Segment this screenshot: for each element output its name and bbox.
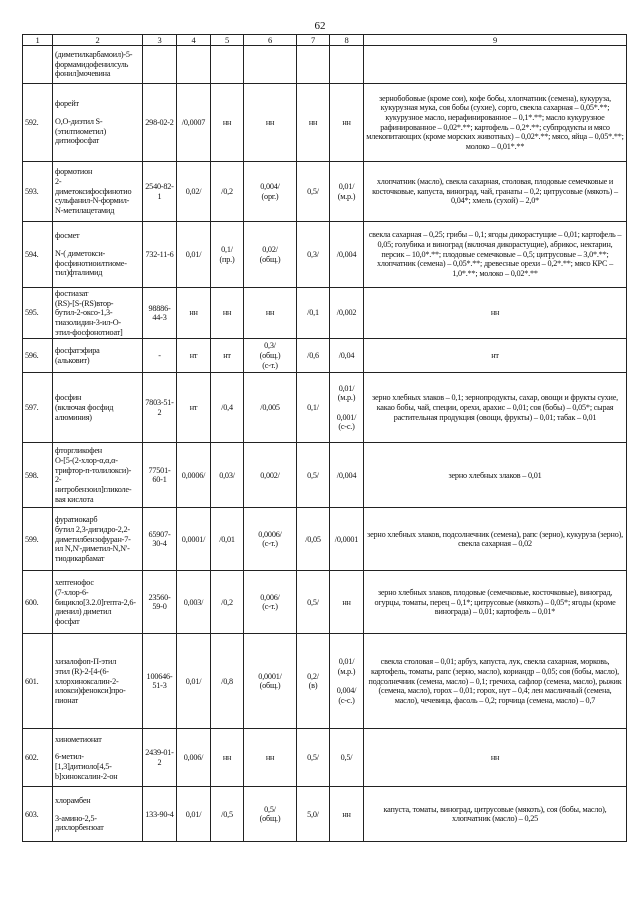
value-c8 [330,46,364,84]
row-number [23,46,53,84]
cell-text: нт [189,403,198,413]
cell-text: 298-02-2 [145,117,174,127]
value-c4 [177,222,211,288]
table-row [23,373,627,443]
cell-text: 0,0006/ [181,470,206,480]
cell-text: нн [265,753,275,763]
name-line: N-( диметокси- [55,248,106,258]
value-c4 [177,729,211,787]
name-line: тиодикарбамат [55,553,105,563]
name-gap [55,241,140,249]
value-c7 [297,508,330,571]
cell-text: 0,5/ [340,753,353,763]
name-gap [55,744,140,752]
cell-text: 0,0001/ [181,534,206,544]
cell-text: 0,002/ [260,470,280,480]
cas-number [143,634,177,729]
name-line: N-метилацетамид [55,206,115,216]
cell-text: 7803-51-2 [145,398,174,417]
name-line: фуратиокарб [55,515,98,525]
cell-text: 0,03/ [219,470,235,480]
name-line: О-[5-(2-хлор-α,α,α- [55,456,118,466]
name-line: фторгликофен [55,446,102,456]
value-c6 [244,729,297,787]
row-number: 595. [23,288,53,339]
cell-text: 0,01/ [185,249,202,259]
cell-text: /0,0007 [181,117,206,127]
table-row [23,162,627,222]
name-line: диметоксифосфинотио [55,186,132,196]
products-limits: капуста, томаты, виноград, цитрусовые (мякоть), соя (бобы, масло), хлопчатник (масло) – 0,25 [364,787,627,842]
cell-text: 0,01/ (м.р.) [337,181,356,201]
cas-number [143,288,177,339]
column-header: 5 [211,35,244,46]
value-c8 [330,508,364,571]
cell-text: /0,1 [307,308,319,318]
cell-text: 0,3/ [307,249,319,259]
substance-name [53,508,143,571]
name-line: пионат [55,695,79,705]
row-number: 600. [23,571,53,634]
products-limits: нн [364,729,627,787]
column-header: 8 [330,35,364,46]
value-c4 [177,162,211,222]
name-line: фосфин [55,393,82,403]
cas-number [143,373,177,443]
value-c5 [211,443,244,508]
products-limits: свекла сахарная – 0,25; грибы – 0,1; ягоды дикорастущие – 0,01; картофель – 0,05; голубика и виноград (включая дикорастущие), абрикос, нектарин, персик – 10,0*.**; плодовые семечковые – 0,5; цитрусовые – 3,0*.**; хлопчатник (семена) – 0,05*.**; древесные орехи – 0,2*.**; мясо КРС – 1,0*.**; молоко – 0,02*.** [364,222,627,288]
cas-number [143,84,177,162]
value-c4 [177,288,211,339]
cell-text: нт [223,351,231,361]
value-c6 [244,373,297,443]
value-c5 [211,508,244,571]
table-row [23,84,627,162]
cell-text: /0,0001 [334,534,359,544]
cell-text: 0,1/ [307,403,319,413]
value-c7 [297,373,330,443]
value-c6 [244,222,297,288]
row-number: 602. [23,729,53,787]
cell-text: /0,8 [221,676,233,686]
value-c6 [244,46,297,84]
cell-text: 2540-82-1 [145,181,174,201]
cell-text: 0,01/ [185,809,202,819]
value-c7 [297,222,330,288]
cell-text: - [158,351,161,361]
name-line: илокси)фенокси]про- [55,686,126,696]
value-c5 [211,571,244,634]
name-line: трифтор-п-толилокси)- [55,465,132,475]
value-c4 [177,373,211,443]
name-line: 3-амино-2,5- [55,813,97,823]
value-c5 [211,373,244,443]
name-line: диметилбензофуран-7- [55,534,131,544]
cell-text: 133-90-4 [145,809,174,819]
cell-text: 2439-01-2 [145,748,174,767]
name-line: этил-фосфонотиоат] [55,327,123,337]
value-c7 [297,787,330,842]
cell-text: 0,0006/ (с-т.) [258,529,282,549]
substance-name [53,46,143,84]
cell-text: 23560-59-0 [148,592,171,612]
value-c5 [211,729,244,787]
name-gap [55,806,140,814]
cas-number [143,162,177,222]
substance-name [53,634,143,729]
cell-text: нн [342,809,351,819]
name-line: дихлорбензоат [55,823,104,833]
substance-name [53,162,143,222]
name-line: сульфанил-N-формил- [55,196,130,206]
name-line: 2- [55,475,62,485]
cell-text: нн [222,753,232,763]
page-number: 62 [314,20,326,32]
name-line: фостиазат [55,289,89,299]
substance-name [53,84,143,162]
name-line: b]хиноксалин-2-он [55,771,118,781]
cell-text: 0,0001/ (общ.) [258,671,282,691]
table-row [23,222,627,288]
cell-text: 732-11-6 [145,249,174,259]
name-line: форейт [55,99,79,109]
substance-name [53,288,143,339]
value-c4 [177,84,211,162]
products-limits: хлопчатник (масло), свекла сахарная, столовая, плодовые семечковые и косточковые, капуста, виноград, чай, гранаты – 0,2; цитрусовые (мякоть) – 0,04*; хмель (сухой) – 2,0* [364,162,627,222]
cell-text: 0,2/ (в) [307,671,319,691]
table-row [23,729,627,787]
cas-number [143,222,177,288]
cas-number [143,443,177,508]
column-header: 4 [177,35,211,46]
table-body [23,46,627,842]
cas-number [143,571,177,634]
value-c8 [330,787,364,842]
cell-text: нн [265,308,275,318]
cell-text: нн [222,308,232,318]
cell-text: 77501-60-1 [148,465,171,485]
name-line: тил)фталимид [55,268,103,278]
value-c7 [297,162,330,222]
products-limits: свекла столовая – 0,01; арбуз, капуста, лук, свекла сахарная, морковь, картофель, томаты, рапс (зерно, масло), кориандр – 0,05; соя (бобы, масло), подсолнечник (семена, масло) – 0,1; гречиха, сафлор (семена, масло), рыжик (семена, масло), горох – 0,01; горох, нут – 0,4; лен масличный (семена, масло), чечевица, фасоль – 0,2; горчица (семена, масло) – 0,7 [364,634,627,729]
value-c5 [211,288,244,339]
value-c8 [330,339,364,373]
cell-text: 0,5/ [307,186,319,196]
cell-text: /0,005 [260,403,280,413]
name-line: диенил) диметил [55,607,112,617]
cell-text: 0,5/ [307,470,319,480]
name-line: (альковит) [55,355,90,365]
value-c8 [330,443,364,508]
value-c7 [297,339,330,373]
cell-text: /0,002 [336,308,357,318]
products-limits: зерно хлебных злаков, подсолнечник (семена), рапс (зерно), кукуруза (зерно), свекла сахарная – 0,02 [364,508,627,571]
cell-text: 0,3/ (общ.) (с-т.) [259,341,281,370]
cell-text: 0,01/ [185,676,202,686]
products-limits: зерно хлебных злаков – 0,01 [364,443,627,508]
value-c4 [177,634,211,729]
row-number: 601. [23,634,53,729]
cas-number [143,46,177,84]
name-line: хептенофос [55,578,94,588]
value-c5 [211,339,244,373]
value-c4 [177,787,211,842]
cell-text: /0,05 [305,534,321,544]
products-limits: зерно хлебных злаков, плодовые (семечковые, косточковые), виноград, огурцы, томаты, перец – 0,1*; цитрусовые (мякоть) – 0,05*; ягоды (кроме винограда) – 0,01; картофель – 0,01* [364,571,627,634]
products-limits [364,46,627,84]
name-line: формамидофенилсуль [55,59,129,69]
value-c5 [211,162,244,222]
name-line: фосфат [55,616,80,626]
value-c8 [330,288,364,339]
value-c6 [244,787,297,842]
name-line: формотион [55,167,93,177]
column-header: 6 [244,35,297,46]
value-c7 [297,288,330,339]
table-row [23,508,627,571]
products-limits: зернобобовые (кроме сои), кофе бобы, хлопчатник (семена), кукуруза, кукурузная мука, соя бобы (сухие), сорго, свекла сахарная – 0,05*.**; кукурузное масло, нерафинированное – 0,1*.**; масло кукурузное рафинированное – 0,02*.**; картофель – 0,2*.**; субпродукты и мясо млекопитающих (кроме морских животных) – 0,02*.**; мясо, яйца – 0,05*.**; молоко – 0,01*.** [364,84,627,162]
cas-number [143,729,177,787]
name-line: фонил]мочевина [55,69,111,79]
cell-text: 0,01/ (м.р.) 0,001/ (с-с.) [336,383,357,432]
value-c8 [330,634,364,729]
column-header: 7 [297,35,330,46]
name-line: хизалофоп-П-этил [55,657,117,667]
value-c8 [330,222,364,288]
row-number: 593. [23,162,53,222]
table-row [23,46,627,84]
cell-text: 5,0/ [307,809,319,819]
name-line: (7-хлор-6- [55,587,89,597]
name-line: 6-метил- [55,752,84,762]
cas-number [143,787,177,842]
value-c7 [297,46,330,84]
value-c6 [244,634,297,729]
value-c6 [244,339,297,373]
cell-text: /0,004 [336,249,357,259]
substance-name [53,443,143,508]
table-row [23,339,627,373]
value-c5 [211,634,244,729]
value-c5 [211,84,244,162]
row-number: 596. [23,339,53,373]
name-line: фосфатэфира [55,346,100,356]
cas-number [143,339,177,373]
value-c4 [177,339,211,373]
cell-text: /0,01 [219,534,235,544]
table-row [23,634,627,729]
cell-text: 0,1/ (пр.) [219,244,235,264]
value-c8 [330,571,364,634]
cell-text: 0,006/ [183,753,204,763]
cell-text: нн [342,597,351,607]
cell-text: нт [189,351,198,361]
cell-text: 65907-30-4 [148,529,171,549]
name-line: нитробензоил]гликоле- [55,485,132,495]
column-header: 2 [53,35,143,46]
value-c6 [244,288,297,339]
name-line: тиазолидин-3-ил-О- [55,318,121,328]
row-number: 592. [23,84,53,162]
value-c6 [244,571,297,634]
cell-text: 0,5/ [307,597,319,607]
cell-text: /0,04 [338,351,355,361]
cell-text: /0,2 [221,186,233,196]
cell-text: нн [189,308,198,318]
products-limits: нн [364,288,627,339]
value-c6 [244,162,297,222]
table-row [23,288,627,339]
value-c6 [244,84,297,162]
name-line: [1,3]дитиоло[4,5- [55,761,112,771]
value-c8 [330,84,364,162]
column-header: 3 [143,35,177,46]
column-header: 9 [364,35,627,46]
value-c4 [177,443,211,508]
table-row [23,787,627,842]
substance-name [53,571,143,634]
name-line: ил N,N'-диметил-N,N'- [55,544,130,554]
value-c6 [244,508,297,571]
name-line: этил (R)-2-[4-(6- [55,666,109,676]
name-line: вая кислота [55,494,94,504]
name-line: (этилтиометил) [55,126,106,136]
name-line: (диметилкарбамоил)-5- [55,50,133,59]
row-number: 594. [23,222,53,288]
value-c4 [177,508,211,571]
value-c7 [297,443,330,508]
substance-name [53,339,143,373]
value-c7 [297,729,330,787]
value-c8 [330,373,364,443]
cell-text: 0,5/ [307,753,319,763]
name-line: хлорхиноксалин-2- [55,676,119,686]
name-line: дитиофосфат [55,136,100,146]
name-line: бицикло[3.2.0]гепта-2,6- [55,597,136,607]
cell-text: /0,5 [221,809,233,819]
cell-text: /0,4 [221,403,233,413]
table-row [23,571,627,634]
cell-text: нн [308,117,318,127]
value-c7 [297,634,330,729]
cas-number [143,508,177,571]
substance-name [53,729,143,787]
cell-text: 100646-51-3 [146,671,173,691]
cell-text: нн [342,117,351,127]
data-table [22,34,627,842]
value-c4 [177,46,211,84]
name-line: (RS)-[S-(RS)втор- [55,298,114,308]
name-line: алюминия) [55,412,92,422]
substance-name [53,787,143,842]
name-line: хинометионат [55,734,102,744]
table-row [23,443,627,508]
row-number: 603. [23,787,53,842]
name-line: фосмет [55,231,80,241]
row-number: 597. [23,373,53,443]
name-gap [55,109,140,117]
cell-text: нн [265,117,275,127]
value-c7 [297,571,330,634]
cell-text: 0,01/ (м.р.) 0,004/ (с-с.) [336,657,357,705]
name-line: (включая фосфид [55,403,114,413]
cell-text: /0,004 [336,470,357,480]
value-c8 [330,729,364,787]
row-number: 598. [23,443,53,508]
cell-text: /0,6 [307,351,319,361]
value-c5 [211,46,244,84]
value-c7 [297,84,330,162]
products-limits: нт [364,339,627,373]
value-c4 [177,571,211,634]
value-c5 [211,222,244,288]
value-c6 [244,443,297,508]
cell-text: 0,02/ (общ.) [259,244,281,264]
cell-text: 0,004/ (орг.) [260,181,280,201]
value-c8 [330,162,364,222]
substance-name [53,222,143,288]
cell-text: /0,2 [221,597,233,607]
name-line: фосфинотиоилтиоме- [55,258,127,268]
cell-text: 0,003/ [183,597,204,607]
row-number: 599. [23,508,53,571]
cell-text: 98886-44-3 [148,303,171,323]
header-row [23,35,627,46]
products-limits: зерно хлебных злаков – 0,1; зернопродукты, сахар, овощи и фрукты сухие, какао бобы, чай, специи, орехи, арахис – 0,01; соя (бобы) – 0,05*; сырая растительная продукция (овощи, фрукты) – 0,01; табак – 0,01 [364,373,627,443]
name-line: хлорамбен [55,795,91,805]
name-line: O,O-диэтил S- [55,116,103,126]
cell-text: 0,006/ (с-т.) [260,592,280,612]
name-line: 2- [55,177,62,186]
cell-text: нн [222,117,232,127]
cell-text: 0,5/ (общ.) [259,804,281,824]
name-line: бутил-2-оксо-1,3- [55,308,113,318]
name-line: бутил 2,3-дигидро-2,2- [55,524,130,534]
substance-name [53,373,143,443]
cell-text: 0,02/ [185,186,202,196]
column-header: 1 [23,35,53,46]
value-c5 [211,787,244,842]
